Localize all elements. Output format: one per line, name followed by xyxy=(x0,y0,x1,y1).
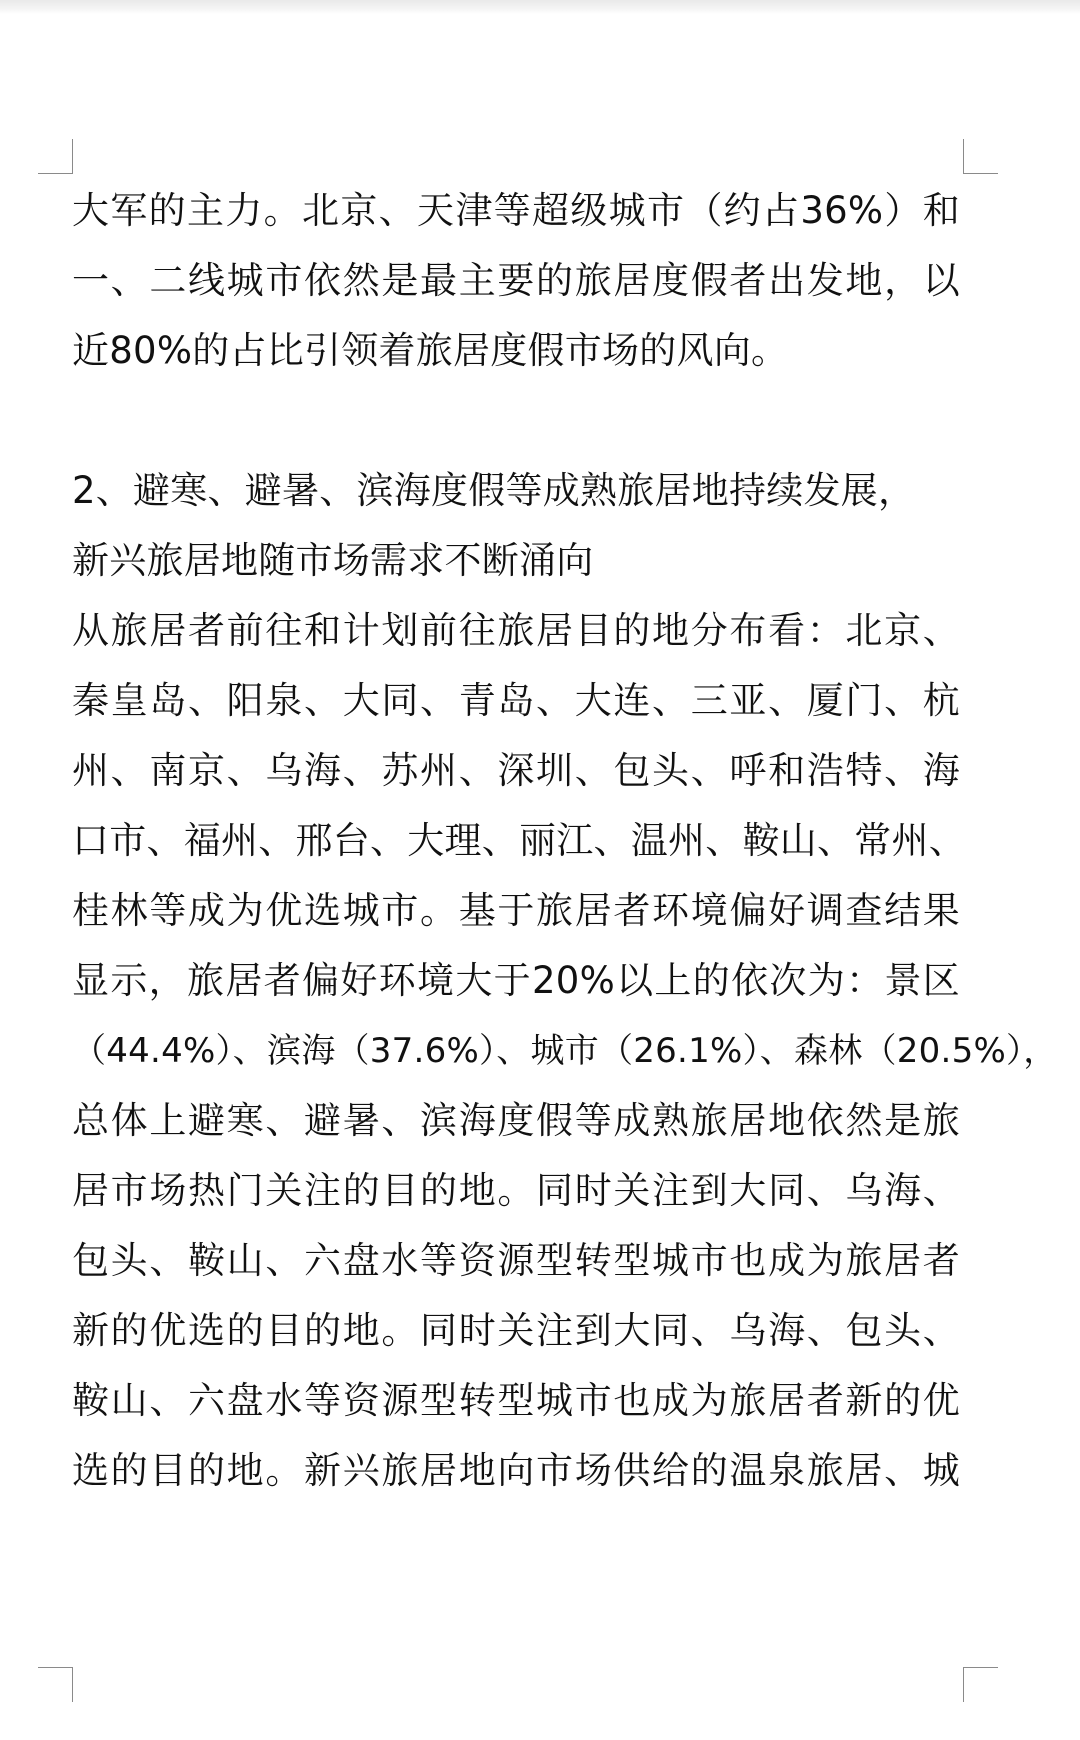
section-heading-line: 2、避寒、避暑、滨海度假等成熟旅居地持续发展， xyxy=(72,469,916,512)
paragraph-2-line: 秦皇岛、阳泉、大同、青岛、大连、三亚、厦门、杭 xyxy=(72,679,960,722)
paragraph-2-line: 选的目的地。新兴旅居地向市场供给的温泉旅居、城 xyxy=(72,1449,960,1492)
paragraph-2-line: 总体上避寒、避暑、滨海度假等成熟旅居地依然是旅 xyxy=(72,1099,960,1142)
paragraph-2-line: 鞍山、六盘水等资源型转型城市也成为旅居者新的优 xyxy=(72,1379,960,1422)
paragraph-1-line: 一、二线城市依然是最主要的旅居度假者出发地，以 xyxy=(72,259,960,302)
page-corner-mark-top-left xyxy=(38,139,73,174)
section-heading-line: 新兴旅居地随市场需求不断涌向 xyxy=(72,539,594,582)
page-corner-mark-bottom-right xyxy=(963,1667,998,1702)
paragraph-1-line: 近80%的占比引领着旅居度假市场的风向。 xyxy=(72,329,789,372)
top-toolbar-edge xyxy=(0,0,1080,14)
paragraph-2-line: 桂林等成为优选城市。基于旅居者环境偏好调查结果 xyxy=(72,889,960,932)
paragraph-2-line: 新的优选的目的地。同时关注到大同、乌海、包头、 xyxy=(72,1309,960,1352)
paragraph-2-line: 从旅居者前往和计划前往旅居目的地分布看：北京、 xyxy=(72,609,960,652)
paragraph-2-line: 包头、鞍山、六盘水等资源型转型城市也成为旅居者 xyxy=(72,1239,960,1282)
page-corner-mark-bottom-left xyxy=(38,1667,73,1702)
paragraph-2-line: 显示，旅居者偏好环境大于20%以上的依次为：景区 xyxy=(72,959,960,1002)
paragraph-2-line: 口市、福州、邢台、大理、丽江、温州、鞍山、常州、 xyxy=(72,819,966,862)
page-corner-mark-top-right xyxy=(963,139,998,174)
paragraph-2-line: 州、南京、乌海、苏州、深圳、包头、呼和浩特、海 xyxy=(72,749,960,792)
paragraph-2-line: 居市场热门关注的目的地。同时关注到大同、乌海、 xyxy=(72,1169,960,1212)
paragraph-1-line: 大军的主力。北京、天津等超级城市（约占36%）和 xyxy=(72,189,960,232)
paragraph-2-line: （44.4%）、滨海（37.6%）、城市（26.1%）、森林（20.5%）， xyxy=(72,1031,1058,1071)
